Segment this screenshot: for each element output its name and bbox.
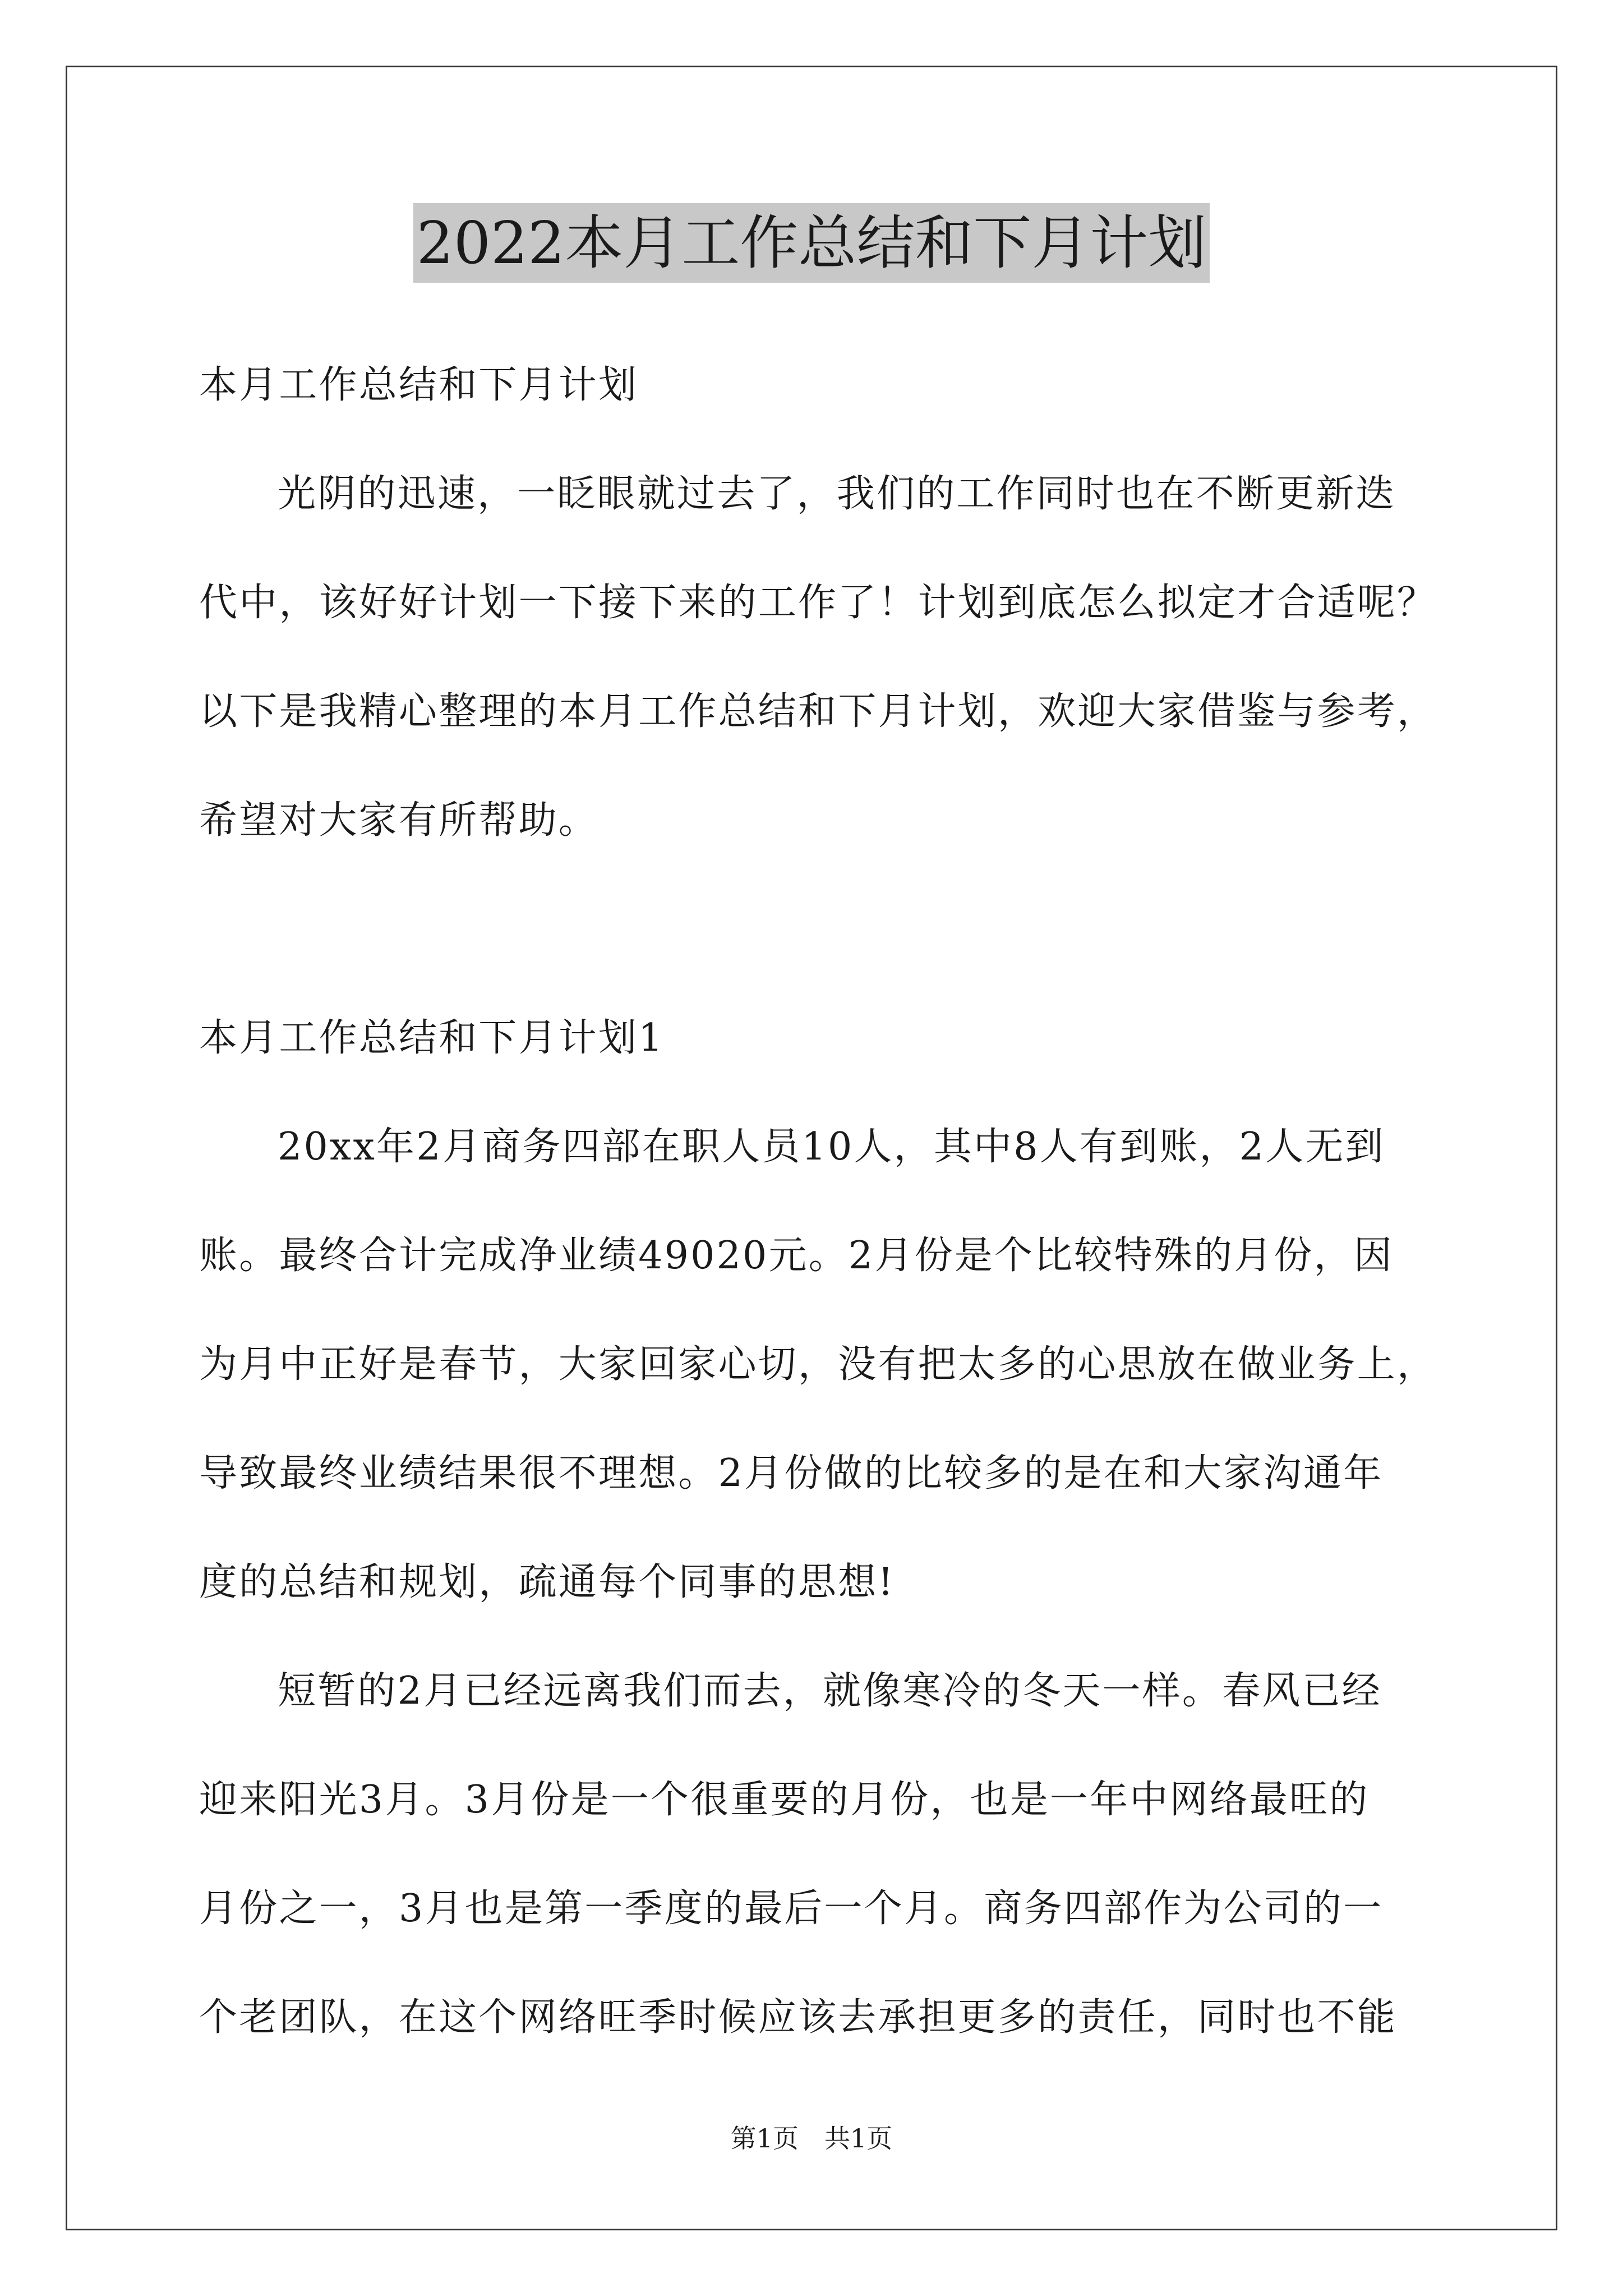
page-footer: 第1页 共1页 (730, 2123, 893, 2154)
paragraph-line: 月份之一，3月也是第一季度的最后一个月。商务四部作为公司的一 (199, 1887, 1384, 1931)
paragraph-line: 20xx年2月商务四部在职人员10人，其中8人有到账，2人无到 (278, 1125, 1385, 1169)
paragraph-line: 为月中正好是春节，大家回家心切，没有把太多的心思放在做业务上， (199, 1342, 1437, 1387)
paragraph-line: 个老团队，在这个网络旺季时候应该去承担更多的责任，同时也不能 (199, 1995, 1398, 2040)
subtitle: 本月工作总结和下月计划 (199, 363, 639, 407)
section-heading: 本月工作总结和下月计划1 (199, 1016, 665, 1060)
paragraph-line: 迎来阳光3月。3月份是一个很重要的月份，也是一年中网络最旺的 (199, 1778, 1370, 1822)
intro-line: 代中，该好好计划一下接下来的工作了！计划到底怎么拟定才合适呢？ (199, 581, 1437, 625)
document-body (199, 331, 1438, 2072)
paragraph-line: 短暂的2月已经远离我们而去，就像寒冷的冬天一样。春风已经 (278, 1669, 1382, 1713)
intro-line: 希望对大家有所帮助。 (199, 798, 599, 843)
paragraph-gap (199, 875, 1438, 984)
document-title-text: 2022本月工作总结和下月计划 (413, 203, 1210, 283)
paragraph-line: 度的总结和规划，疏通每个同事的思想! (199, 1560, 895, 1604)
intro-line: 以下是我精心整理的本月工作总结和下月计划，欢迎大家借鉴与参考， (199, 689, 1437, 734)
intro-line: 光阴的迅速，一眨眼就过去了，我们的工作同时也在不断更新迭 (278, 472, 1396, 516)
paragraph-line: 导致最终业绩结果很不理想。2月份做的比较多的是在和大家沟通年 (199, 1451, 1384, 1496)
document-title (0, 203, 1623, 283)
paragraph-line: 账。最终合计完成净业绩49020元。2月份是个比较特殊的月份，因 (199, 1234, 1394, 1278)
